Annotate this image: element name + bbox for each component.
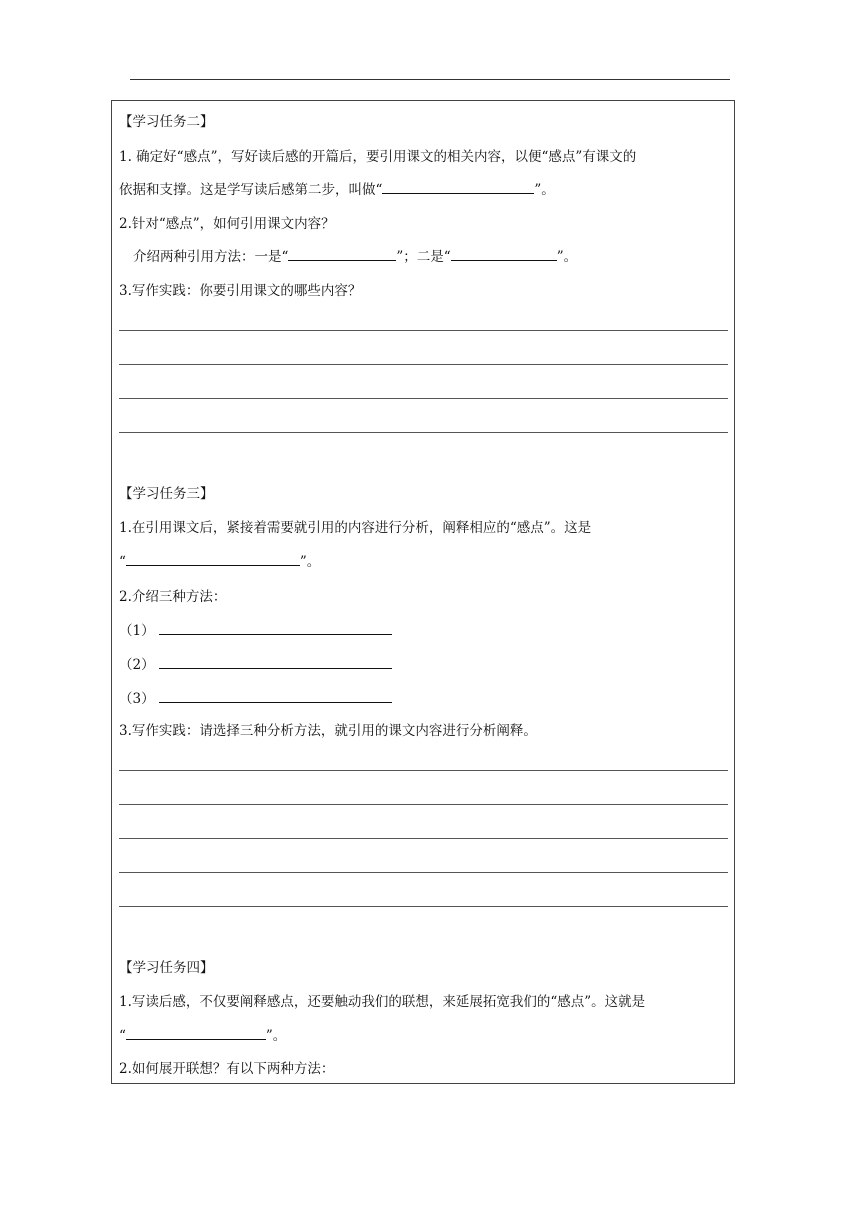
task3-writing-line[interactable] [119, 838, 728, 839]
task2-methods-mid: ”；二是“ [396, 249, 451, 265]
task4-q1-line2-pre: “ [119, 1028, 126, 1044]
task2-writing-line[interactable] [119, 364, 728, 365]
task3-q1-line2-pre: “ [119, 554, 126, 570]
task3-item-2-label: （2） [119, 657, 155, 673]
task3-writing-line[interactable] [119, 770, 728, 771]
task3-item-1-blank[interactable] [159, 634, 392, 635]
task2-writing-line[interactable] [119, 330, 728, 331]
task2-methods-post: ”。 [556, 249, 578, 265]
task3-heading: 【学习任务三】 [119, 486, 214, 502]
task3-item-1-label: （1） [119, 623, 155, 639]
task2-q2-methods [133, 247, 577, 267]
task3-q1-line1: 1.在引用课文后，紧接着需要就引用的内容进行分析，阐释相应的“感点”。这是 [119, 520, 592, 536]
task3-step-blank[interactable] [126, 552, 300, 566]
task3-q3: 3.写作实践：请选择三种分析方法，就引用的课文内容进行分析阐释。 [119, 723, 537, 739]
task3-writing-line[interactable] [119, 872, 728, 873]
task2-q2: 2.针对“感点”，如何引用课文内容？ [119, 216, 335, 232]
task3-item-3-label: （3） [119, 691, 155, 707]
task3-q1-line2 [119, 552, 320, 572]
task2-method1-blank[interactable] [288, 247, 396, 261]
task2-q1-line1: 1. 确定好“感点”，写好读后感的开篇后，要引用课文的相关内容，以便“感点”有课文的 [119, 149, 637, 165]
task4-q2: 2.如何展开联想？有以下两种方法： [119, 1061, 335, 1077]
task4-step-blank[interactable] [126, 1026, 266, 1040]
task3-q1-line2-post: ”。 [299, 554, 321, 570]
task4-q1-line1: 1.写读后感，不仅要阐释感点，还要触动我们的联想，来延展拓宽我们的“感点”。这就是 [119, 994, 646, 1010]
task3-item-2-blank[interactable] [159, 668, 392, 669]
task3-q2: 2.介绍三种方法： [119, 589, 227, 605]
task3-writing-line[interactable] [119, 804, 728, 805]
task2-methods-pre: 介绍两种引用方法：一是“ [133, 249, 289, 265]
task4-q1-line2 [119, 1026, 286, 1046]
task2-step-blank[interactable] [382, 180, 534, 194]
task2-method2-blank[interactable] [451, 247, 557, 261]
task2-q3: 3.写作实践：你要引用课文的哪些内容？ [119, 283, 362, 299]
page-header-rule [130, 79, 730, 80]
task2-q1-line2-pre: 依据和支撑。这是学写读后感第二步，叫做“ [119, 182, 383, 198]
task2-q1-line2 [119, 180, 555, 200]
task2-heading: 【学习任务二】 [119, 114, 214, 130]
task3-item-3-blank[interactable] [159, 702, 392, 703]
task2-q1-line2-post: ”。 [534, 182, 555, 198]
task3-writing-line[interactable] [119, 906, 728, 907]
task2-writing-line[interactable] [119, 432, 728, 433]
task4-heading: 【学习任务四】 [119, 960, 214, 976]
task4-q1-line2-post: ”。 [265, 1028, 287, 1044]
task2-writing-line[interactable] [119, 398, 728, 399]
